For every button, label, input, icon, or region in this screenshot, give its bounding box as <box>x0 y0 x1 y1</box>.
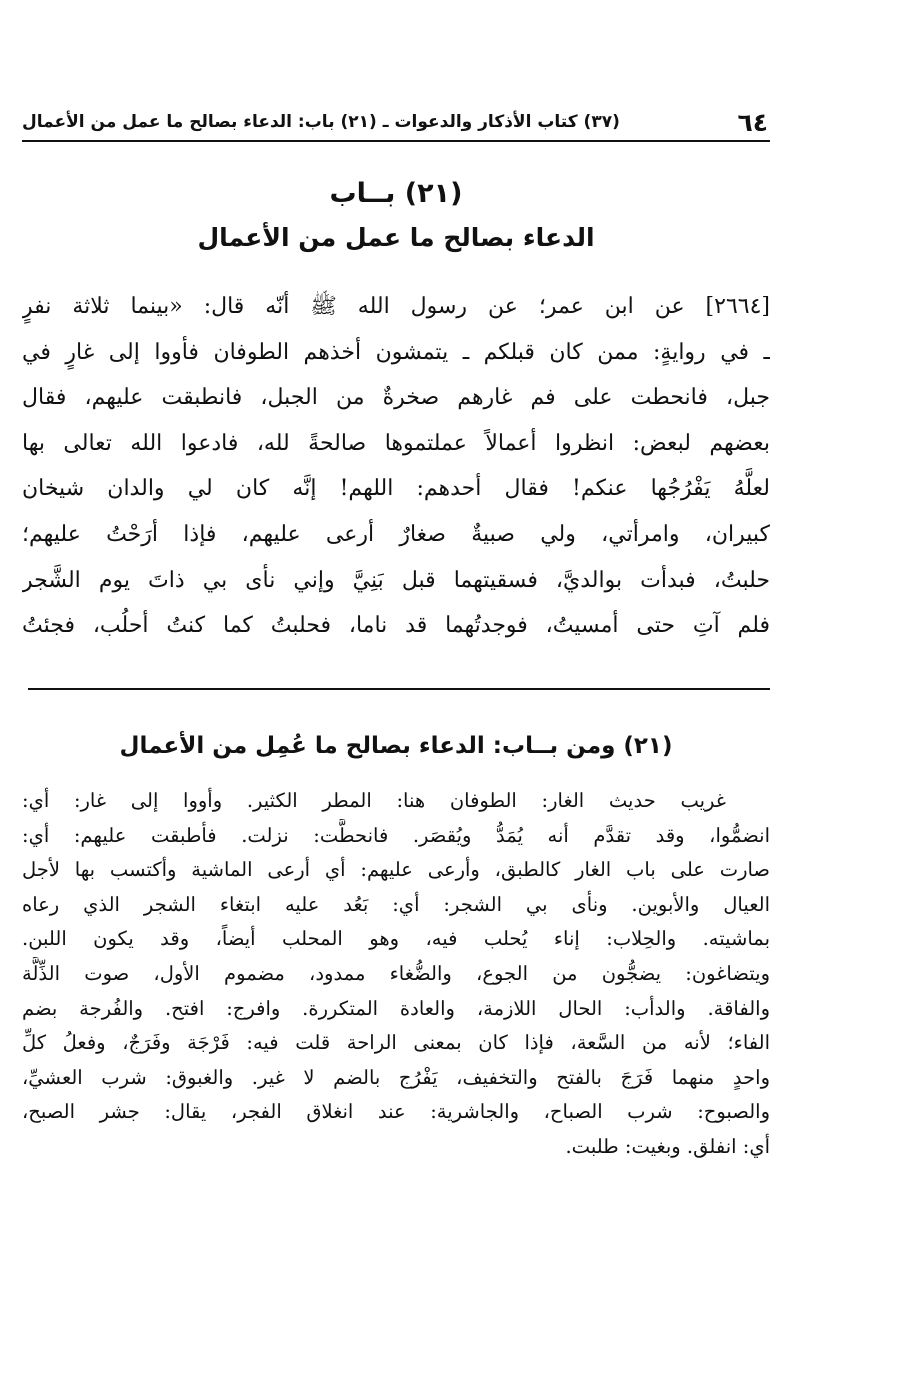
page-number: ٦٤ <box>737 107 768 137</box>
text-line: حلبتُ، فبدأت بوالديَّ، فسقيتهما قبل بَنِيَّ وإني نأى بي ذاتَ يوم الشَّجر <box>22 567 770 593</box>
commentary-line: والصبوح: شرب الصباح، والجاشرية: عند انغلاق الفجر، يقال: جشر الصبح، <box>22 1100 770 1124</box>
chapter-heading <box>22 172 770 260</box>
section-divider <box>28 688 770 690</box>
text-line: [٢٦٦٤] عن ابن عمر؛ عن رسول الله ﷺ أنّه قال: «بينما ثلاثة نفرٍ <box>22 294 770 319</box>
hadith-text <box>22 284 770 649</box>
chapter-number: (٢١) بــاب <box>329 178 463 209</box>
running-title: (٣٧) كتاب الأذكار والدعوات ـ (٢١) باب: الدعاء بصالح ما عمل من الأعمال <box>22 112 620 132</box>
text-line: فلم آتِ حتى أمسيتُ، فوجدتُهما قد ناما، فحلبتُ كما كنتُ أحلُب، فجئتُ <box>22 613 770 639</box>
commentary-line: ويتضاغون: يضجُّون من الجوع، والضُّغاء ممدود، مضموم الأول، صوت الذِّلَّة <box>22 961 770 985</box>
commentary-line: غريب حديث الغار: الطوفان هنا: المطر الكثير. وأووا إلى غار: أي: <box>22 789 726 812</box>
commentary-line: صارت على باب الغار كالطبق، وأرعى عليهم: أي أرعى الماشية وأكتسب بها لأجل <box>22 858 770 882</box>
commentary-text <box>22 784 770 1165</box>
commentary-heading: (٢١) ومن بــاب: الدعاء بصالح ما عُمِل من الأعمال <box>119 733 673 759</box>
commentary-line: العيال والأبوين. ونأى بي الشجر: أي: بَعُد عليه ابتغاء الشجر الذي رعاه <box>22 892 770 916</box>
text-line: كبيران، وامرأتي، ولي صبيةٌ صغارٌ أرعى عليهم، فإذا أرَحْتُ عليهم؛ <box>22 521 770 547</box>
commentary-line: بماشيته. والحِلاب: إناء يُحلب فيه، وهو المحلب أيضاً، وقد يكون اللبن. <box>22 927 770 951</box>
commentary-line: أي: انفلق. وبغيت: طلبت. <box>565 1134 770 1158</box>
commentary-line: الفاء؛ لأنه من السَّعة، فإذا كان بمعنى الراحة قلت فيه: فَرْجَة وفَرَجٌ، وفعلُ كلِّ <box>22 1031 770 1055</box>
commentary-line: انضمُّوا، وقد تقدَّم أنه يُمَدُّ ويُقصَر. فانحطَّت: نزلت. فأطبقت عليهم: أي: <box>22 823 770 847</box>
text-line: بعضهم لبعض: انظروا أعمالاً عملتموها صالحةً لله، فادعوا الله تعالى بها <box>22 430 770 456</box>
text-line: ـ في روايةٍ: ممن كان قبلكم ـ يتمشون أخذهم الطوفان فأووا إلى غارٍ في <box>22 339 770 365</box>
text-line: جبل، فانحطت على فم غارهم صخرةٌ من الجبل، فانطبقت عليهم، فقال <box>22 385 770 411</box>
text-line: لعلَّهُ يَفْرُجُها عنكم! فقال أحدهم: اللهم! إنَّه كان لي والدان شيخان <box>22 476 770 502</box>
running-header <box>22 104 770 142</box>
chapter-title: الدعاء بصالح ما عمل من الأعمال <box>197 223 595 252</box>
commentary-line: والفاقة. والدأب: الحال اللازمة، والعادة المتكررة. وافرج: افتح. والفُرجة بضم <box>22 996 770 1020</box>
commentary-line: واحدٍ منهما فَرَجَ بالفتح والتخفيف، يَفْرُج بالضم لا غير. والغبوق: شرب العشيِّ، <box>22 1065 770 1089</box>
